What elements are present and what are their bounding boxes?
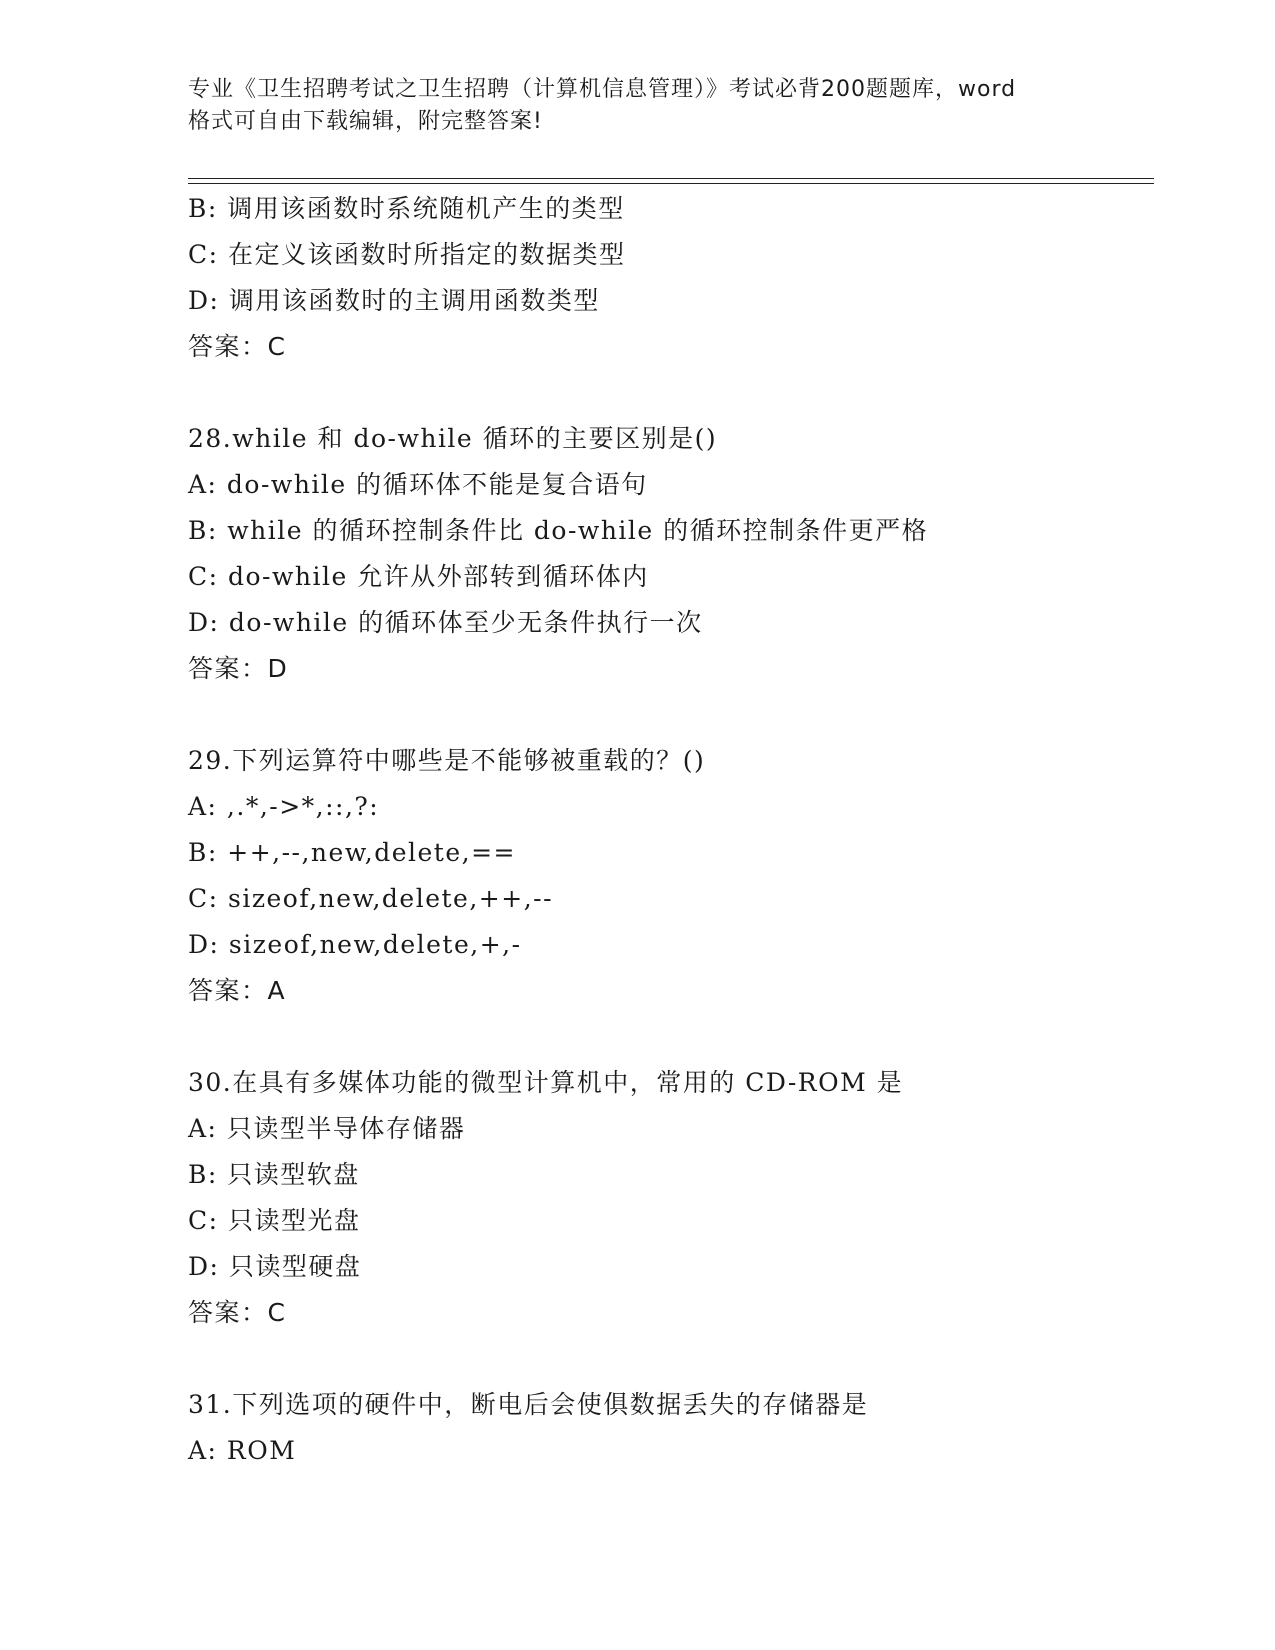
header-divider-top [188, 178, 1154, 179]
answer-text: 答案：C [188, 332, 287, 361]
option-text: C: 只读型光盘 [188, 1206, 361, 1235]
spacer [188, 1014, 1168, 1060]
spacer [188, 692, 1168, 738]
question-list [188, 186, 1168, 1474]
option-text: B: while 的循环控制条件比 do-while 的循环控制条件更严格 [188, 516, 929, 545]
option-text: A: ,.*,->*,::,?: [188, 792, 380, 821]
option-text: B: 调用该函数时系统随机产生的类型 [188, 194, 625, 223]
option-text: C: sizeof,new,delete,++,-- [188, 884, 554, 913]
option-text: D: do-while 的循环体至少无条件执行一次 [188, 608, 703, 637]
question-text: 29.下列运算符中哪些是不能够被重载的？() [188, 746, 706, 775]
option-text: D: 调用该函数时的主调用函数类型 [188, 286, 600, 315]
spacer [188, 1336, 1168, 1382]
header-line-2: 格式可自由下载编辑，附完整答案! [188, 109, 543, 134]
question-text: 31.下列选项的硬件中，断电后会使俱数据丢失的存储器是 [188, 1390, 869, 1419]
option-text: D: sizeof,new,delete,+,- [188, 930, 522, 959]
option-text: A: do-while 的循环体不能是复合语句 [188, 470, 648, 499]
spacer [188, 370, 1168, 416]
answer-text: 答案：D [188, 654, 289, 683]
document-header [188, 74, 1088, 138]
option-text: C: do-while 允许从外部转到循环体内 [188, 562, 649, 591]
answer-text: 答案：C [188, 1298, 287, 1327]
question-text: 30.在具有多媒体功能的微型计算机中，常用的 CD-ROM 是 [188, 1068, 904, 1097]
option-text: D: 只读型硬盘 [188, 1252, 362, 1281]
option-text: B: 只读型软盘 [188, 1160, 360, 1189]
question-text: 28.while 和 do-while 循环的主要区别是() [188, 424, 718, 453]
header-line-1: 专业《卫生招聘考试之卫生招聘（计算机信息管理）》考试必背200题题库，word [188, 77, 1017, 102]
option-text: C: 在定义该函数时所指定的数据类型 [188, 240, 626, 269]
header-divider-bottom [188, 183, 1154, 184]
option-text: A: ROM [188, 1436, 297, 1465]
option-text: B: ++,--,new,delete,== [188, 838, 516, 867]
option-text: A: 只读型半导体存储器 [188, 1114, 466, 1143]
answer-text: 答案：A [188, 976, 287, 1005]
